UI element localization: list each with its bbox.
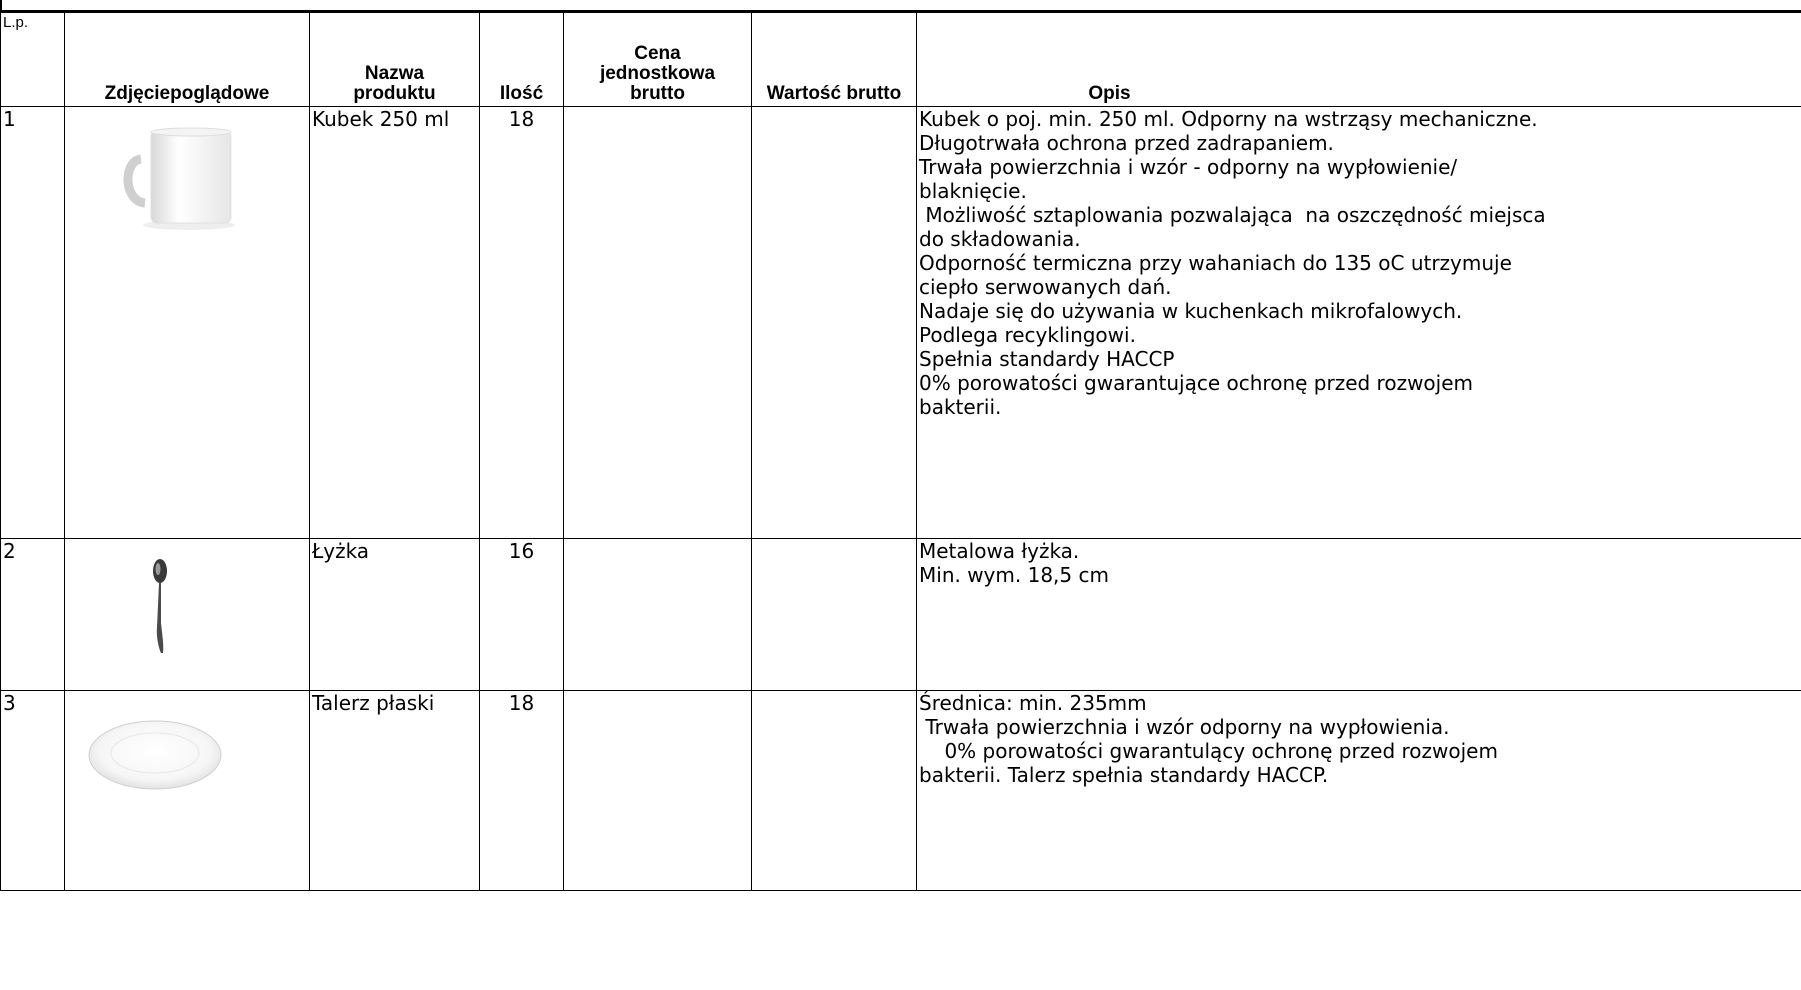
spoon-image [145,557,175,657]
row-lp: 1 [1,107,65,539]
desc-line: 0% porowatości gwarantulący ochronę przed rozwojem [919,739,1498,763]
row-unit-price[interactable] [564,691,752,891]
row-name: Talerz płaski [310,691,480,891]
desc-line: Spełnia standardy HACCP [919,347,1175,371]
row-qty: 16 [480,539,564,691]
top-border [0,0,1801,12]
desc-line: bakterii. Talerz spełnia standardy HACCP. [919,763,1329,787]
row-unit-price[interactable] [564,107,752,539]
desc-line: Kubek o poj. min. 250 ml. Odporny na wstrząsy mechaniczne. [919,107,1538,131]
row-total[interactable] [752,107,917,539]
header-image: Zdjęciepoglądowe [65,13,310,107]
desc-line: ciepło serwowanych dań. [919,275,1172,299]
table-row [1,107,1801,539]
table-row [1,691,1801,891]
header-qty: Ilość [480,13,564,107]
desc-line: do składowania. [919,227,1081,251]
header-unit-price: Cena jednostkowa brutto [564,13,752,107]
row-unit-price[interactable] [564,539,752,691]
row-qty: 18 [480,107,564,539]
row-total[interactable] [752,691,917,891]
desc-line: Metalowa łyżka. [919,539,1080,563]
row-image [65,539,310,691]
header-total: Wartość brutto [752,13,917,107]
desc-line: Nadaje się do używania w kuchenkach mikrofalowych. [919,299,1463,323]
table-row [1,539,1801,691]
desc-line: Możliwość sztaplowania pozwalająca na oszczędność miejsca [919,203,1546,227]
header-name: Nazwa produktu [310,13,480,107]
header-desc: Opis [917,13,1801,107]
desc-line: blaknięcie. [919,179,1027,203]
desc-line: Trwała powierzchnia i wzór - odporny na wypłowienie/ [919,155,1458,179]
row-name: Kubek 250 ml [310,107,480,539]
row-name: Łyżka [310,539,480,691]
mug-image [123,121,243,231]
desc-line: 0% porowatości gwarantujące ochronę przed rozwojem [919,371,1474,395]
row-qty: 18 [480,691,564,891]
row-image [65,691,310,891]
header-row [1,13,1801,107]
row-desc [917,539,1801,691]
desc-line: Długotrwała ochrona przed zadrapaniem. [919,131,1334,155]
desc-line: Podlega recyklingowi. [919,323,1136,347]
row-image [65,107,310,539]
product-table [0,12,1801,891]
desc-line: Średnica: min. 235mm [919,691,1147,715]
header-lp: L.p. [1,13,65,107]
row-lp: 2 [1,539,65,691]
desc-line: bakterii. [919,395,1002,419]
row-desc [917,691,1801,891]
plate-image [85,713,225,793]
row-total[interactable] [752,539,917,691]
row-desc [917,107,1801,539]
desc-line: Min. wym. 18,5 cm [919,563,1109,587]
row-lp: 3 [1,691,65,891]
desc-line: Trwała powierzchnia i wzór odporny na wypłowienia. [919,715,1450,739]
desc-line: Odporność termiczna przy wahaniach do 135 oC utrzymuje [919,251,1512,275]
